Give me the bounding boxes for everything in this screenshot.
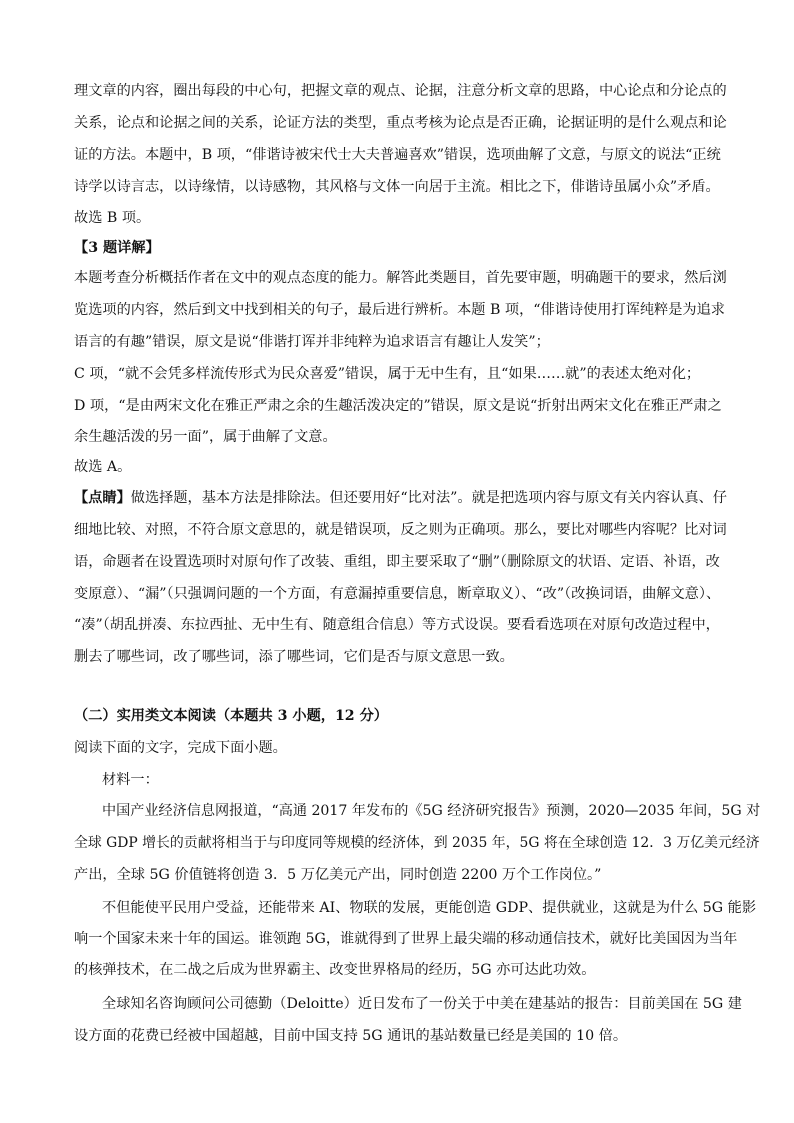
text-line: 产出，全球 5G 价值链将创造 3．5 万亿美元产出，同时创造 2200 万个工作岗位。” — [74, 867, 602, 883]
text-line: 不但能使平民用户受益，还能带来 AI、物联的发展，更能创造 GDP、提供就业，这就是为什么 5G 能影 — [102, 900, 757, 916]
text-line: 览选项的内容，然后到文中找到相关的句子，最后进行辨析。本题 B 项，“俳谐诗使用打诨纯粹是为追求 — [74, 302, 725, 318]
text-line: 本题考查分析概括作者在文中的观点态度的能力。解答此类题目，首先要审题，明确题干的要求，然后浏 — [74, 270, 727, 286]
text-line: 响一个国家未来十年的国运。谁领跑 5G，谁就得到了世界上最尖端的移动通信技术，就好比美国因为当年 — [74, 931, 738, 947]
text-line: 细地比较、对照，不符合原文意思的，就是错误项，反之则为正确项。那么，要比对哪些内容呢？比对词 — [74, 522, 727, 538]
text-line: 设方面的花费已经被中国超越，目前中国支持 5G 通讯的基站数量已经是美国的 10 倍。 — [74, 1028, 628, 1044]
text-line: 的核弹技术，在二战之后成为世界霸主、改变世界格局的经历，5G 亦可达此功效。 — [74, 962, 596, 978]
instruction: 阅读下面的文字，完成下面小题。 — [74, 740, 287, 756]
tip-label: 【点睛】 — [74, 490, 131, 506]
text-line: “凑”（胡乱拼凑、东拉西扯、无中生有、随意组合信息）等方式设误。要看看选项在对原句改造过程中， — [74, 617, 720, 633]
text-line: 删去了哪些词，改了哪些词，添了哪些词，它们是否与原文意思一致。 — [74, 649, 514, 665]
text-line: 全球 GDP 增长的贡献将相当于与印度同等规模的经济体，到 2035 年，5G 将在全球创造 12．3 万亿美元经济 — [74, 835, 760, 851]
text-line: 关系，论点和论据之间的关系，论证方法的类型，重点考核为论点是否正确，论据证明的是什么观点和论 — [74, 115, 727, 131]
text-line: 中国产业经济信息网报道，“高通 2017 年发布的《5G 经济研究报告》预测，2020—2035 年间，5G 对 — [102, 803, 761, 819]
text-line: 证的方法。本题中，B 项，“俳谐诗被宋代士大夫普遍喜欢”错误，选项曲解了文意，与原文的说法“正统 — [74, 147, 721, 163]
text-line: 语言的有趣”错误，原文是说“俳谐打诨并非纯粹为追求语言有趣让人发笑”； — [74, 334, 550, 350]
q3-heading: 【3 题详解】 — [74, 240, 160, 256]
text-line: 故选 A。 — [74, 459, 132, 475]
material-label: 材料一： — [102, 772, 159, 788]
text-line: C 项，“就不会凭多样流传形式为民众喜爱”错误，属于无中生有，且“如果……就”的表述太绝对化； — [74, 366, 701, 382]
text-line: 余生趣活泼的另一面”，属于曲解了文意。 — [74, 429, 337, 445]
text-line: 诗学以诗言志，以诗缘情，以诗感物，其风格与文体一向居于主流。相比之下，俳谐诗虽属小众”矛盾。 — [74, 179, 720, 195]
text-line: 变原意）、“漏”（只强调问题的一个方面，有意漏掉重要信息，断章取义）、“改”（改换词语，曲解文意）、 — [74, 586, 721, 602]
text-line: 语，命题者在设置选项时对原句作了改装、重组，即主要采取了“删”（删除原文的状语、定语、补语，改 — [74, 554, 720, 570]
text-line: 故选 B 项。 — [74, 210, 151, 226]
text-line: 全球知名咨询顾问公司德勤（Deloitte）近日发布了一份关于中美在建基站的报告：目前美国在 5G 建 — [102, 996, 742, 1012]
text-line: D 项，“是由两宋文化在雅正严肃之余的生趣活泼决定的”错误，原文是说“折射出两宋文化在雅正严肃之 — [74, 398, 722, 414]
text-line: 理文章的内容，圈出每段的中心句，把握文章的观点、论据，注意分析文章的思路，中心论点和分论点的 — [74, 83, 727, 99]
tip-text: 做选择题，基本方法是排除法。但还要用好“比对法”。就是把选项内容与原文有关内容认真、仔 — [130, 490, 727, 506]
text-line — [74, 488, 727, 508]
section-heading: （二）实用类文本阅读（本题共 3 小题，12 分） — [74, 708, 388, 724]
